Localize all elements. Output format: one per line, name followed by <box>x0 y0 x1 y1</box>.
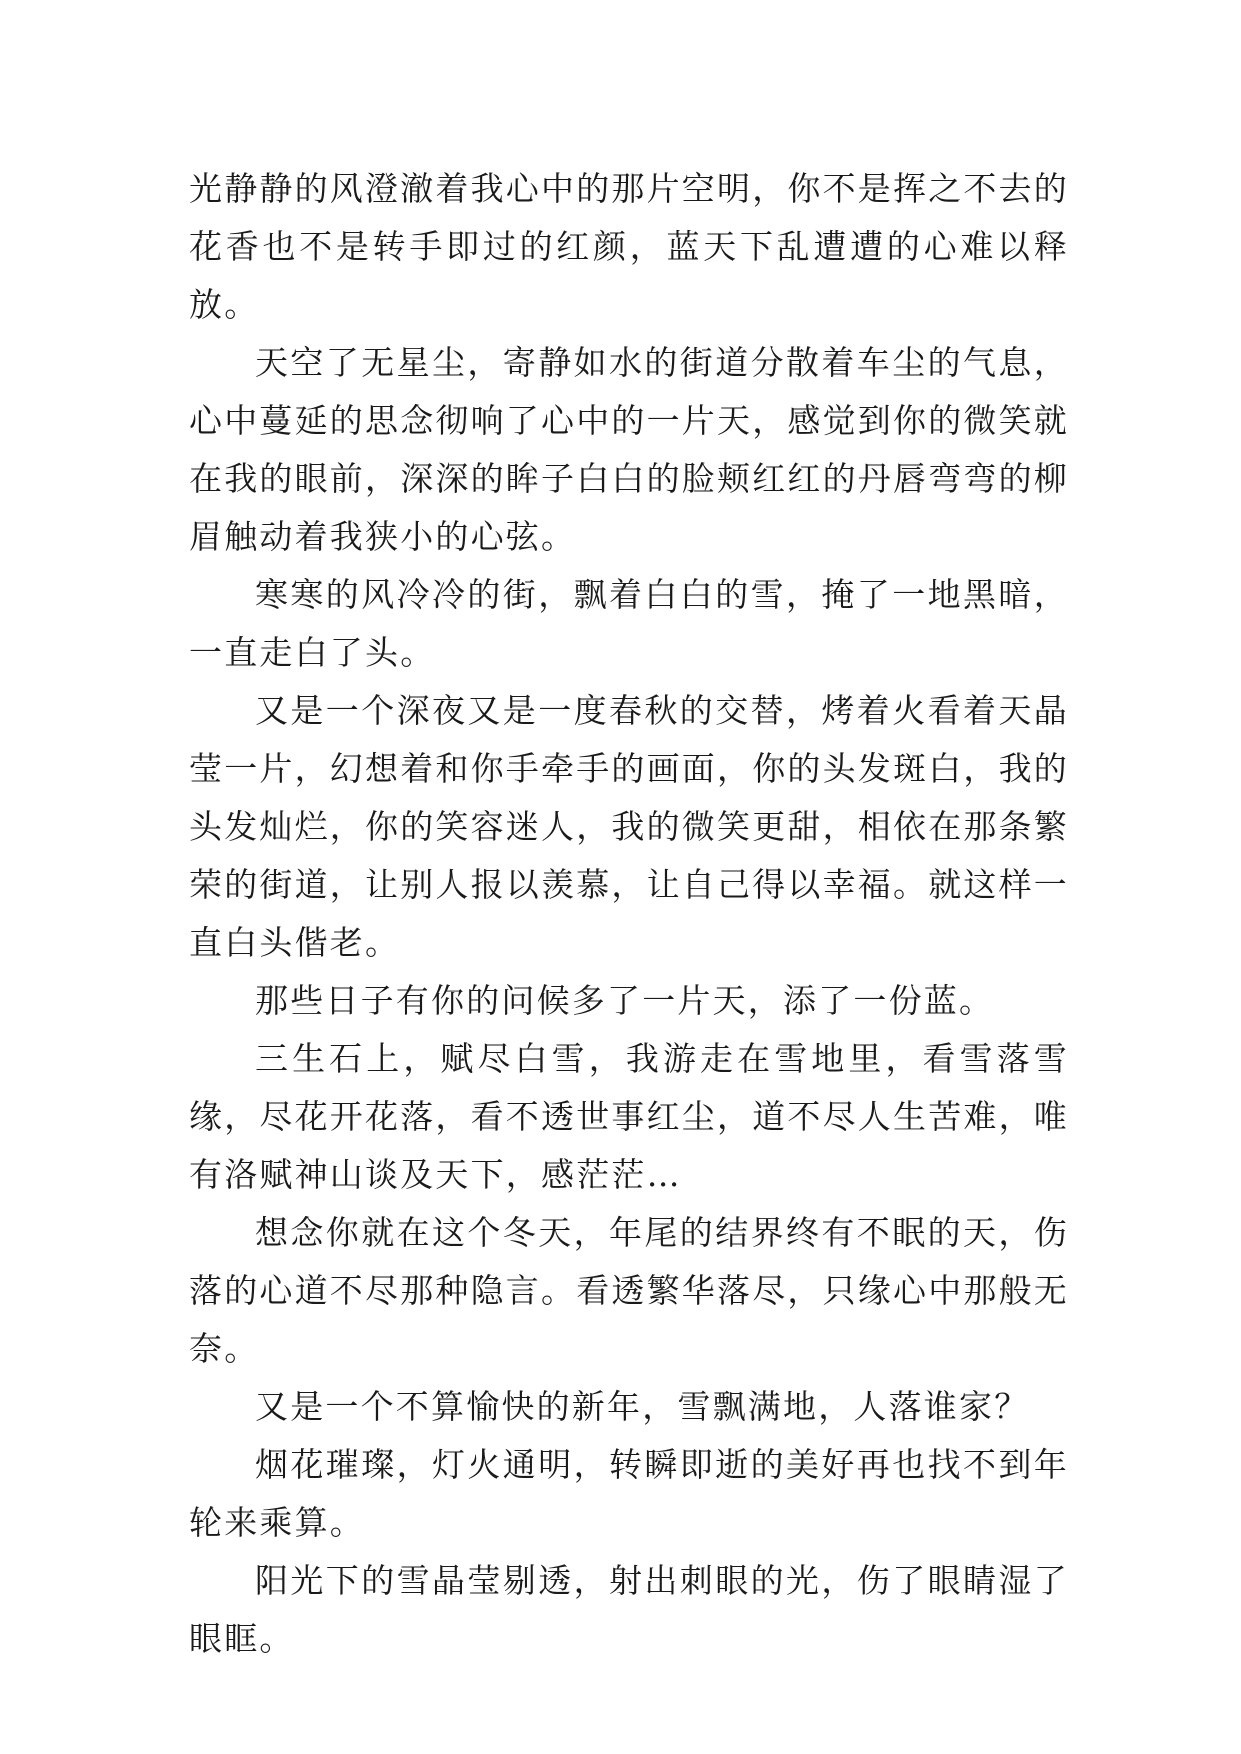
paragraph: 光静静的风澄澈着我心中的那片空明，你不是挥之不去的花香也不是转手即过的红颜，蓝天下乱遭遭的心难以释放。 <box>189 169 1069 324</box>
paragraph: 想念你就在这个冬天，年尾的结界终有不眠的天，伤落的心道不尽那种隐言。看透繁华落尽，只缘心中那般无奈。 <box>189 1213 1069 1368</box>
paragraph: 阳光下的雪晶莹剔透，射出刺眼的光，伤了眼睛湿了眼眶。 <box>189 1561 1069 1658</box>
paragraph: 烟花璀璨，灯火通明，转瞬即逝的美好再也找不到年轮来乘算。 <box>189 1445 1069 1542</box>
paragraph: 又是一个深夜又是一度春秋的交替，烤着火看着天晶莹一片，幻想着和你手牵手的画面，你的头发斑白，我的头发灿烂，你的笑容迷人，我的微笑更甜，相依在那条繁荣的街道，让别人报以羡慕，让自己得以幸福。就这样一直白头偕老。 <box>189 691 1069 962</box>
paragraph: 寒寒的风冷冷的街，飘着白白的雪，掩了一地黑暗，一直走白了头。 <box>189 575 1069 672</box>
paragraph: 又是一个不算愉快的新年，雪飘满地，人落谁家？ <box>255 1387 1030 1426</box>
document-body <box>189 160 1069 1668</box>
paragraph: 天空了无星尘，寄静如水的街道分散着车尘的气息，心中蔓延的思念彻响了心中的一片天，感觉到你的微笑就在我的眼前，深深的眸子白白的脸颊红红的丹唇弯弯的柳眉触动着我狭小的心弦。 <box>189 343 1069 556</box>
paragraph: 三生石上，赋尽白雪，我游走在雪地里，看雪落雪缘，尽花开花落，看不透世事红尘，道不尽人生苦难，唯有洛赋神山谈及天下，感茫茫… <box>189 1039 1069 1194</box>
paragraph: 那些日子有你的问候多了一片天，添了一份蓝。 <box>255 981 995 1020</box>
